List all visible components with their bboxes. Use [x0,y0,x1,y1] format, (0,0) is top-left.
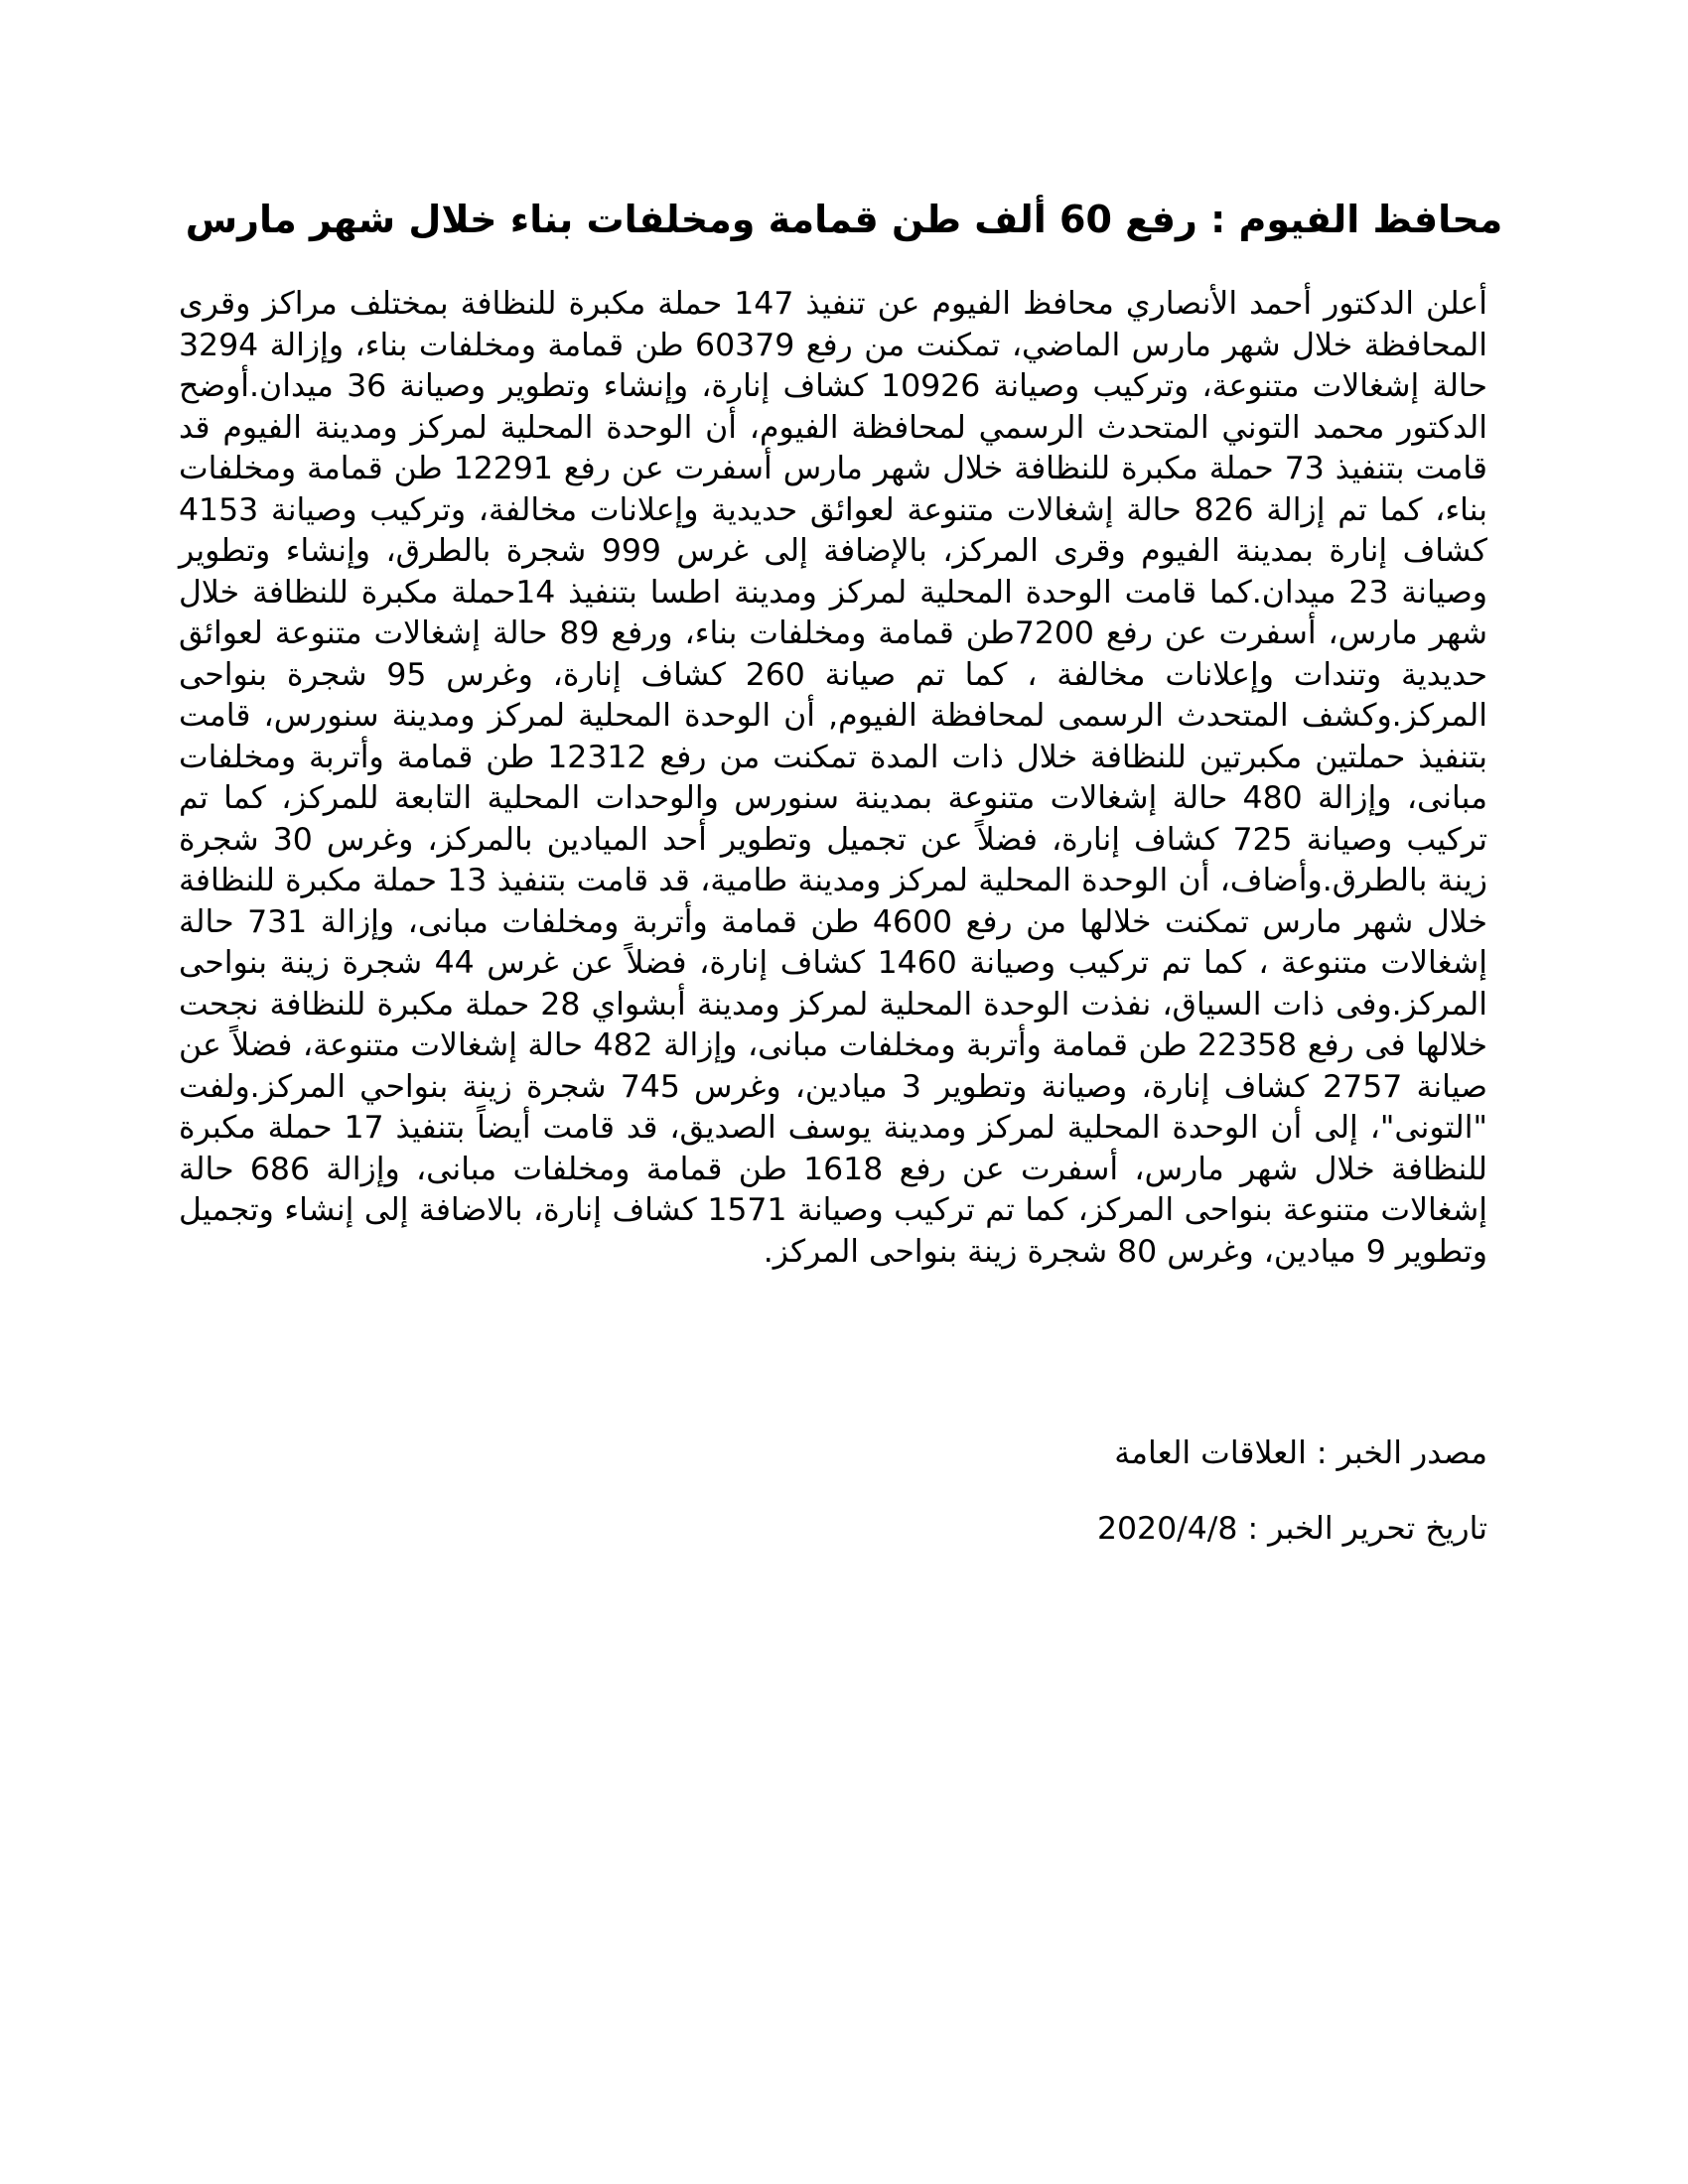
article-title: محافظ الفيوم : رفع 60 ألف طن قمامة ومخلفات بناء خلال شهر مارس [185,198,1503,241]
news-source: مصدر الخبر : العلاقات العامة [1114,1435,1487,1471]
article-body: أعلن الدكتور أحمد الأنصاري محافظ الفيوم عن تنفيذ 147 حملة مكبرة للنظافة بمختلف مراكز وقرى المحافظة خلال شهر مارس الماضي، تمكنت من رفع 60379 طن قمامة ومخلفات بناء، وإزالة 3294 حالة إشغالات متنوعة، وتركيب وصيانة 10926 كشاف إنارة، وإنشاء وتطوير وصيانة 36 ميدان.أوضح الدكتور محمد التوني المتحدث الرسمي لمحافظة الفيوم، أن الوحدة المحلية لمركز ومدينة الفيوم قد قامت بتنفيذ 73 حملة مكبرة للنظافة خلال شهر مارس أسفرت عن رفع 12291 طن قمامة ومخلفات بناء، كما تم إزالة 826 حالة إشغالات متنوعة لعوائق حديدية وإعلانات مخالفة، وتركيب وصيانة 4153 كشاف إنارة بمدينة الفيوم وقرى المركز، بالإضافة إلى غرس 999 شجرة بالطرق، وإنشاء وتطوير وصيانة 23 ميدان.كما قامت الوحدة المحلية لمركز ومدينة اطسا بتنفيذ 14حملة مكبرة للنظافة خلال شهر مارس، أسفرت عن رفع 7200طن قمامة ومخلفات بناء، ورفع 89 حالة إشغالات متنوعة لعوائق حديدية وتندات وإعلانات مخالفة ، كما تم صيانة 260 كشاف إنارة، وغرس 95 شجرة بنواحى المركز.وكشف المتحدث الرسمى لمحافظة الفيوم, أن الوحدة المحلية لمركز ومدينة سنورس، قامت بتنفيذ حملتين مكبرتين للنظافة خلال ذات المدة تمكنت من رفع 12312 طن قمامة وأتربة ومخلفات مبانى، وإزالة 480 حالة إشغالات متنوعة بمدينة سنورس والوحدات المحلية التابعة للمركز، كما تم تركيب وصيانة 725 كشاف إنارة، فضلاً عن تجميل وتطوير أحد الميادين بالمركز، وغرس 30 شجرة زينة بالطرق.وأضاف، أن الوحدة المحلية لمركز ومدينة طامية، قد قامت بتنفيذ 13 حملة مكبرة للنظافة خلال شهر مارس تمكنت خلالها من رفع 4600 طن قمامة وأتربة ومخلفات مبانى، وإزالة 731 حالة إشغالات متنوعة ، كما تم تركيب وصيانة 1460 كشاف إنارة، فضلاً عن غرس 44 شجرة زينة بنواحى المركز.وفى ذات السياق، نفذت الوحدة المحلية لمركز ومدينة أبشواي 28 حملة مكبرة للنظافة نجحت خلالها فى رفع 22358 طن قمامة وأتربة ومخلفات مبانى، وإزالة 482 حالة إشغالات متنوعة، فضلاً عن صيانة 2757 كشاف إنارة، وصيانة وتطوير 3 ميادين، وغرس 745 شجرة زينة بنواحي المركز.ولفت "التونى"، إلى أن الوحدة المحلية لمركز ومدينة يوسف الصديق، قد قامت أيضاً بتنفيذ 17 حملة مكبرة للنظافة خلال شهر مارس، أسفرت عن رفع 1618 طن قمامة ومخلفات مبانى، وإزالة 686 حالة إشغالات متنوعة بنواحى المركز، كما تم تركيب وصيانة 1571 كشاف إنارة، بالاضافة إلى إنشاء وتجميل وتطوير 9 ميادين، وغرس 80 شجرة زينة بنواحى المركز. [179,286,1488,1270]
publication-date: تاريخ تحرير الخبر : 2020/4/8 [1096,1511,1487,1547]
